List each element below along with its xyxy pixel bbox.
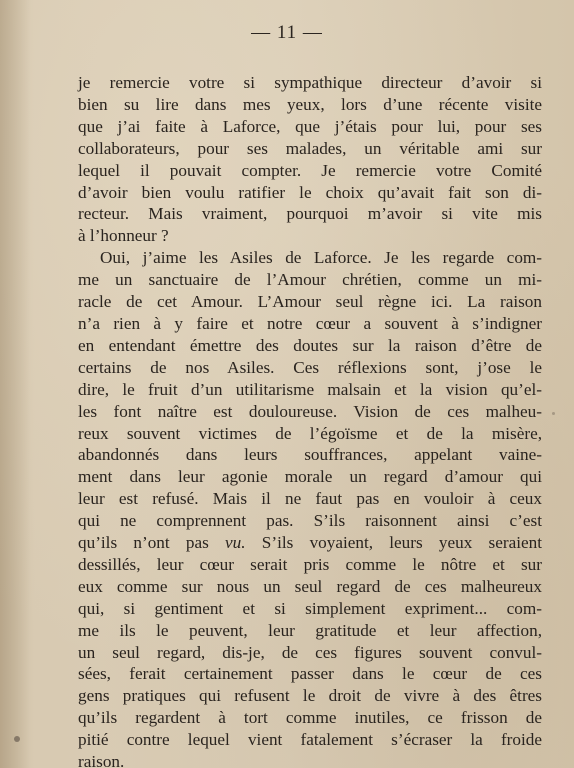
text-line: pitié contre lequel vient fatalement s’écraser la froide — [78, 730, 542, 750]
text-line: qui ne comprennent pas. S’ils raisonnent ainsi c’est — [78, 511, 542, 531]
text-line: bien su lire dans mes yeux, lors d’une récente visite — [78, 94, 542, 114]
text-line: d’avoir bien voulu ratifier le choix qu’avait fait son di- — [78, 182, 542, 202]
text-line: lequel il pouvait compter. Je remercie votre Comité — [78, 160, 542, 180]
text-line: que j’ai faite à Laforce, que j’étais pour lui, pour ses — [78, 116, 542, 136]
emphasis: vu. — [225, 533, 246, 553]
text-line: collaborateurs, pour ses malades, un véritable ami sur — [78, 138, 542, 158]
text-line: en entendant émettre des doutes sur la raison d’être de — [78, 335, 542, 355]
text-line: certains de nos Asiles. Ces réflexions sont, j’ose le — [78, 357, 542, 377]
text-line: qu’ils regardent à tort comme inutiles, ce frisson de — [78, 708, 542, 728]
text-line: recteur. Mais vraiment, pourquoi m’avoir si vite mis — [78, 204, 542, 224]
text-line: qui, si gentiment et si simplement expriment... com- — [78, 598, 542, 618]
text-line: gens pratiques qui refusent le droit de vivre à des êtres — [78, 686, 542, 706]
page-number: — 11 — — [251, 22, 323, 43]
text-line: raison. — [78, 752, 125, 768]
text-line: racle de cet Amour. L’Amour seul règne ici. La raison — [78, 292, 542, 312]
text-line: me ils le peuvent, leur gratitude et leur affection, — [78, 620, 542, 640]
body-text — [78, 72, 542, 768]
text-line: dire, le fruit d’un utilitarisme malsain et la vision qu’el- — [78, 379, 542, 399]
text-line: qu’ils n’ont pas vu. S’ils voyaient, leurs yeux seraient — [78, 533, 543, 553]
text-line: Oui, j’aime les Asiles de Laforce. Je les regarde com- — [100, 248, 542, 268]
page-gutter-shadow — [0, 0, 30, 768]
text-line: dessillés, leur cœur serait pris comme le nôtre et sur — [78, 554, 542, 574]
text-line: leur est refusé. Mais il ne faut pas en vouloir à ceux — [78, 489, 542, 509]
ink-spot — [552, 412, 555, 415]
text-line: à l’honneur ? — [78, 226, 169, 246]
text-line: n’a rien à y faire et notre cœur a souvent à s’indigner — [78, 313, 542, 333]
text-line: eux comme sur nous un seul regard de ces malheureux — [78, 576, 542, 596]
ink-spot — [14, 736, 20, 742]
text-line: reux souvent victimes de l’égoïsme et de la misère, — [78, 423, 542, 443]
text-line: un seul regard, dis-je, de ces figures souvent convul- — [78, 642, 542, 662]
text-line: me un sanctuaire de l’Amour chrétien, comme un mi- — [78, 270, 542, 290]
text-line: les font naître est douloureuse. Vision de ces malheu- — [78, 401, 542, 421]
text-line: sées, ferait certainement passer dans le cœur de ces — [78, 664, 542, 684]
text-line: je remercie votre si sympathique directeur d’avoir si — [78, 73, 542, 92]
text-line: ment dans leur agonie morale un regard d’amour qui — [78, 467, 542, 487]
text-line: abandonnés dans leurs souffrances, appelant vaine- — [78, 445, 542, 465]
